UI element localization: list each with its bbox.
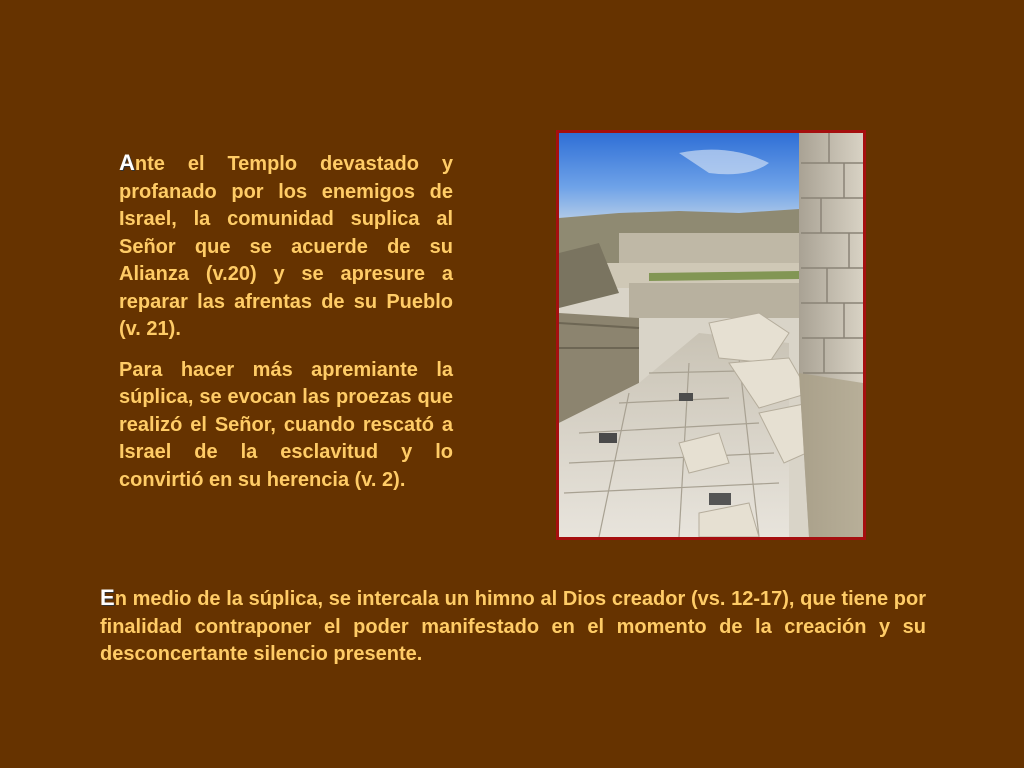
left-text-block	[119, 149, 453, 494]
dropcap-initial: A	[119, 150, 135, 175]
paragraph-1	[119, 149, 453, 344]
bottom-text-block	[100, 584, 926, 669]
ruins-photo	[556, 130, 866, 540]
dropcap-initial-bottom: E	[100, 585, 115, 610]
bottom-paragraph-text: n medio de la súplica, se intercala un himno al Dios creador (vs. 12-17), que tiene por finalidad contraponer el poder manifestado en el momento de la creación y su desconcertante silencio presente.	[100, 588, 926, 665]
bottom-paragraph	[100, 584, 926, 669]
paragraph-1-text: nte el Templo devastado y profanado por los enemigos de Israel, la comunidad suplica al Señor que se acuerde de su Alianza (v.20) y se apresure a reparar las afrentas de su Pueblo (v. 21).	[119, 153, 453, 340]
paragraph-2: Para hacer más apremiante la súplica, se evocan las proezas que realizó el Señor, cuando rescató a Israel de la esclavitud y lo convirtió en su herencia (v. 2).	[119, 358, 453, 491]
ruins-photo-icon	[559, 133, 863, 537]
